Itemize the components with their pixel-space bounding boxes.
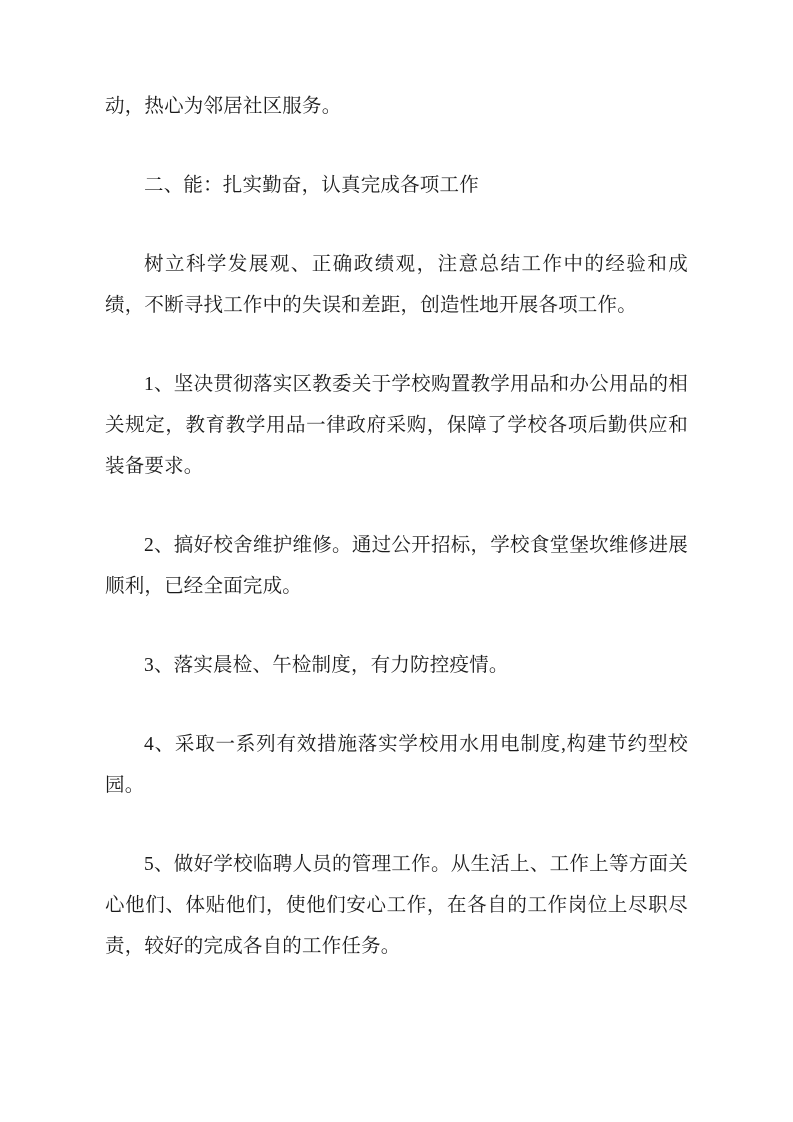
section-heading: 二、能：扎实勤奋，认真完成各项工作 — [144, 175, 479, 196]
paragraph-item-5: 5、做好学校临聘人员的管理工作。从生活上、工作上等方面关心他们、体贴他们，使他们安心工作，在各自的工作岗位上尽职尽责，较好的完成各自的工作任务。 — [105, 854, 688, 957]
paragraph-item-2: 2、搞好校舍维护维修。通过公开招标，学校食堂堡坎维修进展顺利，已经全面完成。 — [105, 535, 688, 597]
paragraph-intro: 树立科学发展观、正确政绩观，注意总结工作中的经验和成绩，不断寻找工作中的失误和差距，创造性地开展各项工作。 — [105, 254, 688, 316]
document-body — [105, 86, 688, 1005]
paragraph-continuation: 动，热心为邻居社区服务。 — [105, 96, 342, 117]
paragraph-item-1: 1、坚决贯彻落实区教委关于学校购置教学用品和办公用品的相关规定，教育教学用品一律政府采购，保障了学校各项后勤供应和装备要求。 — [105, 374, 688, 477]
paragraph-item-4: 4、采取一系列有效措施落实学校用水用电制度,构建节约型校园。 — [105, 734, 688, 796]
paragraph-item-3: 3、落实晨检、午检制度，有力防控疫情。 — [144, 655, 509, 676]
